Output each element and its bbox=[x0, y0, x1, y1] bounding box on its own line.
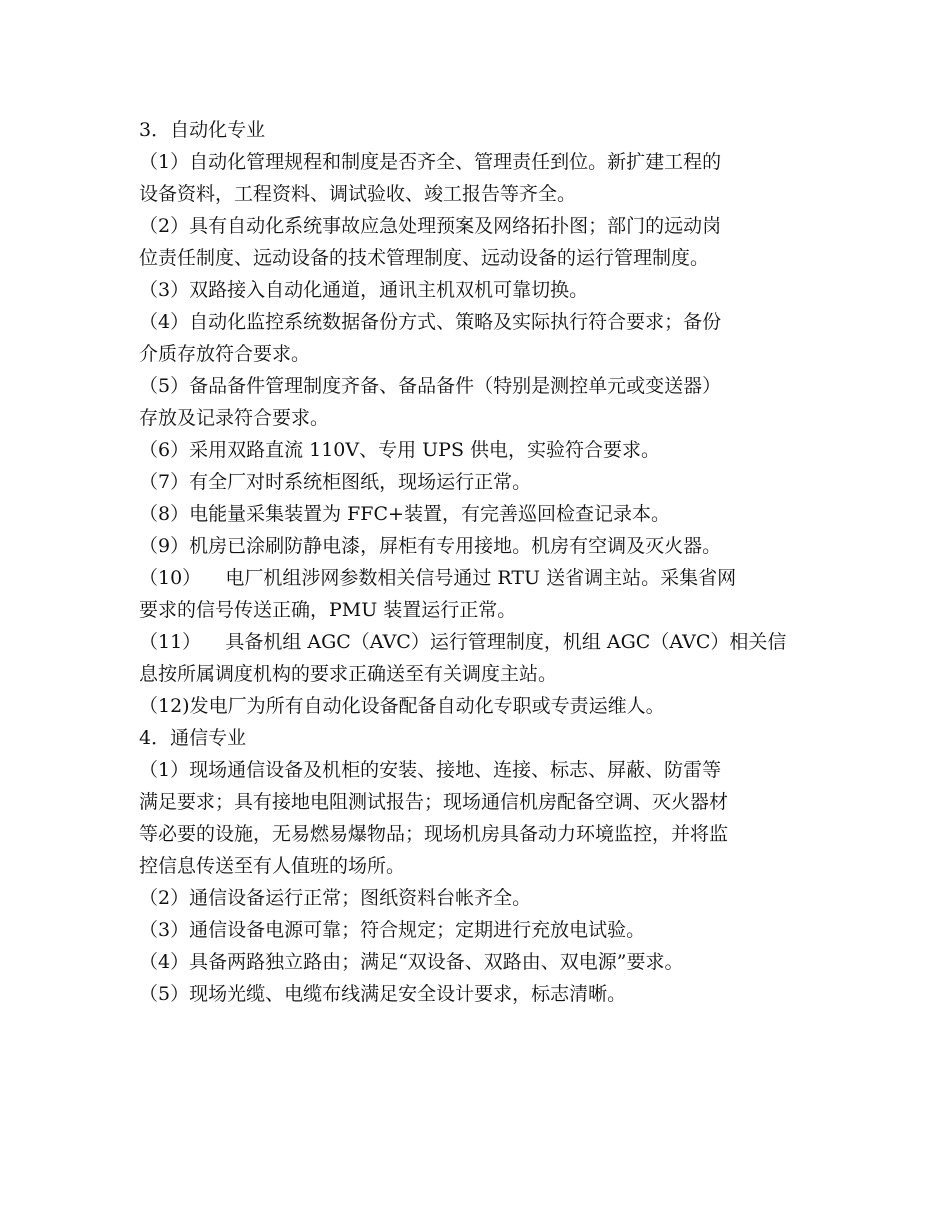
paragraph-line: （4）具备两路独立路由；满足“双设备、双路由、双电源”要求。 bbox=[139, 951, 684, 973]
paragraph-line: （11） 具备机组 AGC（AVC）运行管理制度，机组 AGC（AVC）相关信 bbox=[139, 631, 787, 653]
paragraph-line: 介质存放符合要求。 bbox=[139, 343, 311, 365]
paragraph-line: （3）通信设备电源可靠；符合规定；定期进行充放电试验。 bbox=[139, 919, 646, 941]
paragraph-line: （9）机房已涂刷防静电漆，屏柜有专用接地。机房有空调及灭火器。 bbox=[139, 535, 722, 557]
paragraph-line: （5）现场光缆、电缆布线满足安全设计要求，标志清晰。 bbox=[139, 983, 627, 1005]
section-heading-communication: 4．通信专业 bbox=[139, 727, 247, 749]
paragraph-line: （7）有全厂对时系统柜图纸，现场运行正常。 bbox=[139, 471, 532, 493]
paragraph-line: 位责任制度、远动设备的技术管理制度、远动设备的运行管理制度。 bbox=[139, 247, 710, 269]
paragraph-line: （10） 电厂机组涉网参数相关信号通过 RTU 送省调主站。采集省网 bbox=[139, 567, 737, 589]
paragraph-line: 满足要求；具有接地电阻测试报告；现场通信机房配备空调、灭火器材 bbox=[139, 791, 729, 813]
paragraph-line: （5）备品备件管理制度齐备、备品备件（特别是测控单元或变送器） bbox=[139, 375, 722, 397]
section-heading-automation: 3．自动化专业 bbox=[139, 119, 266, 141]
paragraph-line: （2）具有自动化系统事故应急处理预案及网络拓扑图；部门的远动岗 bbox=[139, 215, 722, 237]
paragraph-line: （1）自动化管理规程和制度是否齐全、管理责任到位。新扩建工程的 bbox=[139, 151, 722, 173]
paragraph-line: （8）电能量采集装置为 FFC+装置，有完善巡回检查记录本。 bbox=[139, 503, 670, 525]
paragraph-line: （2）通信设备运行正常；图纸资料台帐齐全。 bbox=[139, 887, 532, 909]
document-body bbox=[139, 114, 815, 1010]
paragraph-line: （1）现场通信设备及机柜的安装、接地、连接、标志、屏蔽、防雷等 bbox=[139, 759, 722, 781]
paragraph-line: 控信息传送至有人值班的场所。 bbox=[139, 855, 406, 877]
paragraph-line: 要求的信号传送正确，PMU 装置运行正常。 bbox=[139, 599, 517, 621]
paragraph-line: （4）自动化监控系统数据备份方式、策略及实际执行符合要求；备份 bbox=[139, 311, 722, 333]
paragraph-line: 设备资料，工程资料、调试验收、竣工报告等齐全。 bbox=[139, 183, 577, 205]
paragraph-line: 等必要的设施，无易燃易爆物品；现场机房具备动力环境监控，并将监 bbox=[139, 823, 729, 845]
paragraph-line: （3）双路接入自动化通道，通讯主机双机可靠切换。 bbox=[139, 279, 589, 301]
paragraph-line: （12)发电厂为所有自动化设备配备自动化专职或专责运维人。 bbox=[139, 695, 665, 717]
paragraph-line: 息按所属调度机构的要求正确送至有关调度主站。 bbox=[139, 663, 558, 685]
paragraph-line: （6）采用双路直流 110V、专用 UPS 供电，实验符合要求。 bbox=[139, 439, 661, 461]
paragraph-line: 存放及记录符合要求。 bbox=[139, 407, 330, 429]
